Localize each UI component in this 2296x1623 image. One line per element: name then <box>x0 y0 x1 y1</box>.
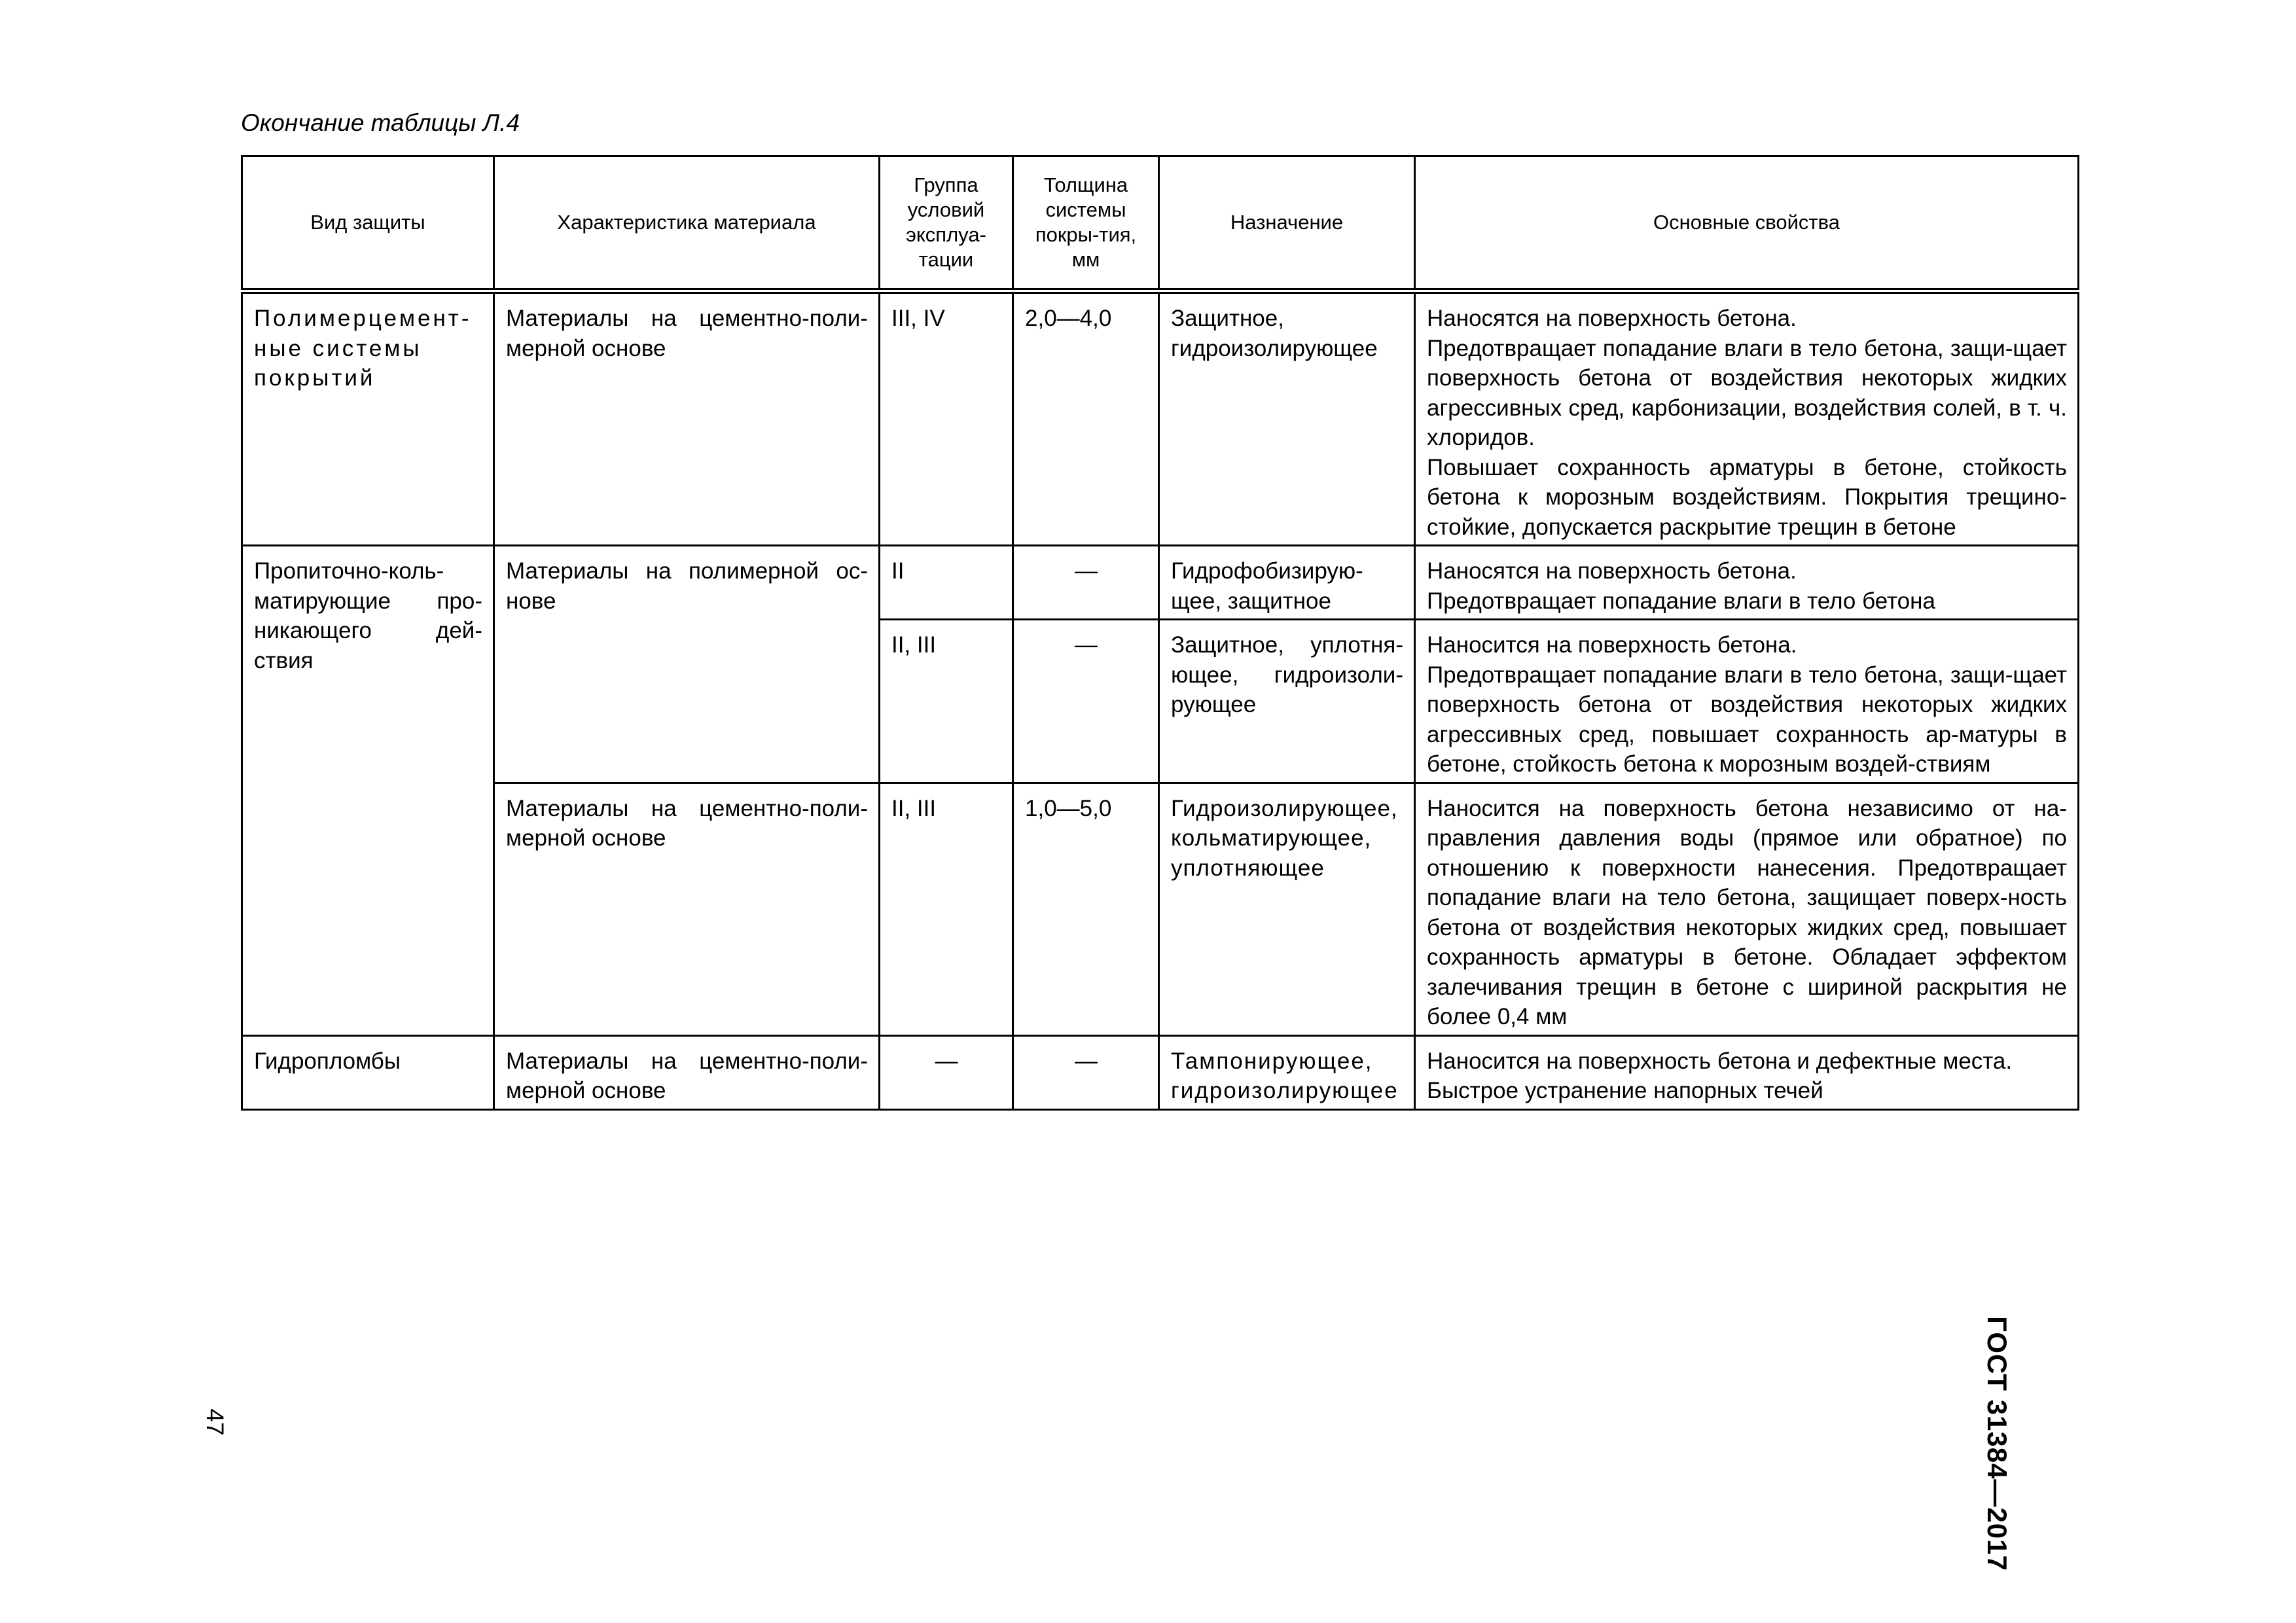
header-thickness: Толщина системы покры-тия, мм <box>1013 156 1159 291</box>
cell-operating-group: III, IV <box>880 291 1013 546</box>
cell-protection-type: Гидропломбы <box>242 1035 494 1109</box>
header-purpose: Назначение <box>1159 156 1415 291</box>
cell-purpose: Тампонирующее, гидроизолирующее <box>1159 1035 1415 1109</box>
cell-purpose: Защитное, уплотня-ющее, гидроизоли-рующее <box>1159 620 1415 783</box>
cell-properties: Наносится на поверхность бетона независимо от на-правления давления воды (прямое или обратное) по отношению к поверхности нанесения. Предотвращает попадание влаги на тело бетона, защищает поверх-ность бетона от воздействия некоторых жидких сред, повышает сохранность арматуры в бетоне. Обладает эффектом залечивания трещин в бетоне с шириной раскрытия не более 0,4 мм <box>1415 783 2079 1035</box>
cell-material: Материалы на цементно-поли-мерной основе <box>494 783 880 1035</box>
page-number: 47 <box>202 1408 228 1436</box>
cell-properties: Наносится на поверхность бетона и дефектные места. Быстрое устранение напорных течей <box>1415 1035 2079 1109</box>
cell-properties: Наносится на поверхность бетона. Предотвращает попадание влаги в тело бетона, защи-щает поверхность бетона от воздействия некоторых жидких агрессивных сред, повышает сохранность ар-матуры в бетоне, стойкость бетона к морозным воздей-ствиям <box>1415 620 2079 783</box>
cell-material: Материалы на цементно-поли-мерной основе <box>494 1035 880 1109</box>
cell-thickness: — <box>1013 1035 1159 1109</box>
cell-operating-group: II, III <box>880 620 1013 783</box>
header-properties: Основные свойства <box>1415 156 2079 291</box>
cell-thickness: 2,0—4,0 <box>1013 291 1159 546</box>
cell-thickness: — <box>1013 546 1159 620</box>
cell-operating-group: — <box>880 1035 1013 1109</box>
cell-properties: Наносятся на поверхность бетона. Предотвращает попадание влаги в тело бетона, защи-щает поверхность бетона от воздействия некоторых жидких агрессивных сред, карбонизации, воздействия солей, в т. ч. хлоридов. Повышает сохранность арматуры в бетоне, стойкость бетона к морозным воздействиям. Покрытия трещино-стойкие, допускается раскрытие трещин в бетоне <box>1415 291 2079 546</box>
cell-thickness: — <box>1013 620 1159 783</box>
header-protection-type: Вид защиты <box>242 156 494 291</box>
cell-purpose: Гидроизолирующее, кольматирующее, уплотняющее <box>1159 783 1415 1035</box>
cell-operating-group: II <box>880 546 1013 620</box>
cell-operating-group: II, III <box>880 783 1013 1035</box>
cell-thickness: 1,0—5,0 <box>1013 783 1159 1035</box>
table-row <box>242 783 2079 1035</box>
cell-material: Материалы на полимерной ос-нове <box>494 546 880 783</box>
cell-purpose: Гидрофобизирую-щее, защитное <box>1159 546 1415 620</box>
table-row <box>242 1035 2079 1109</box>
table-header-row <box>242 156 2079 291</box>
table-row <box>242 546 2079 620</box>
cell-protection-type: Полимерцемент-ные системы покрытий <box>242 291 494 546</box>
cell-purpose: Защитное, гидроизолирующее <box>1159 291 1415 546</box>
table-row <box>242 291 2079 546</box>
table-caption: Окончание таблицы Л.4 <box>241 109 520 136</box>
header-material: Характеристика материала <box>494 156 880 291</box>
header-operating-group: Группа условий эксплуа-тации <box>880 156 1013 291</box>
cell-protection-type: Пропиточно-коль-матирующие про-никающего дей-ствия <box>242 546 494 1036</box>
protection-table <box>241 155 2079 1111</box>
document-code: ГОСТ 31384—2017 <box>1982 1316 2013 1571</box>
cell-properties: Наносятся на поверхность бетона. Предотвращает попадание влаги в тело бетона <box>1415 546 2079 620</box>
cell-material: Материалы на цементно-поли-мерной основе <box>494 291 880 546</box>
